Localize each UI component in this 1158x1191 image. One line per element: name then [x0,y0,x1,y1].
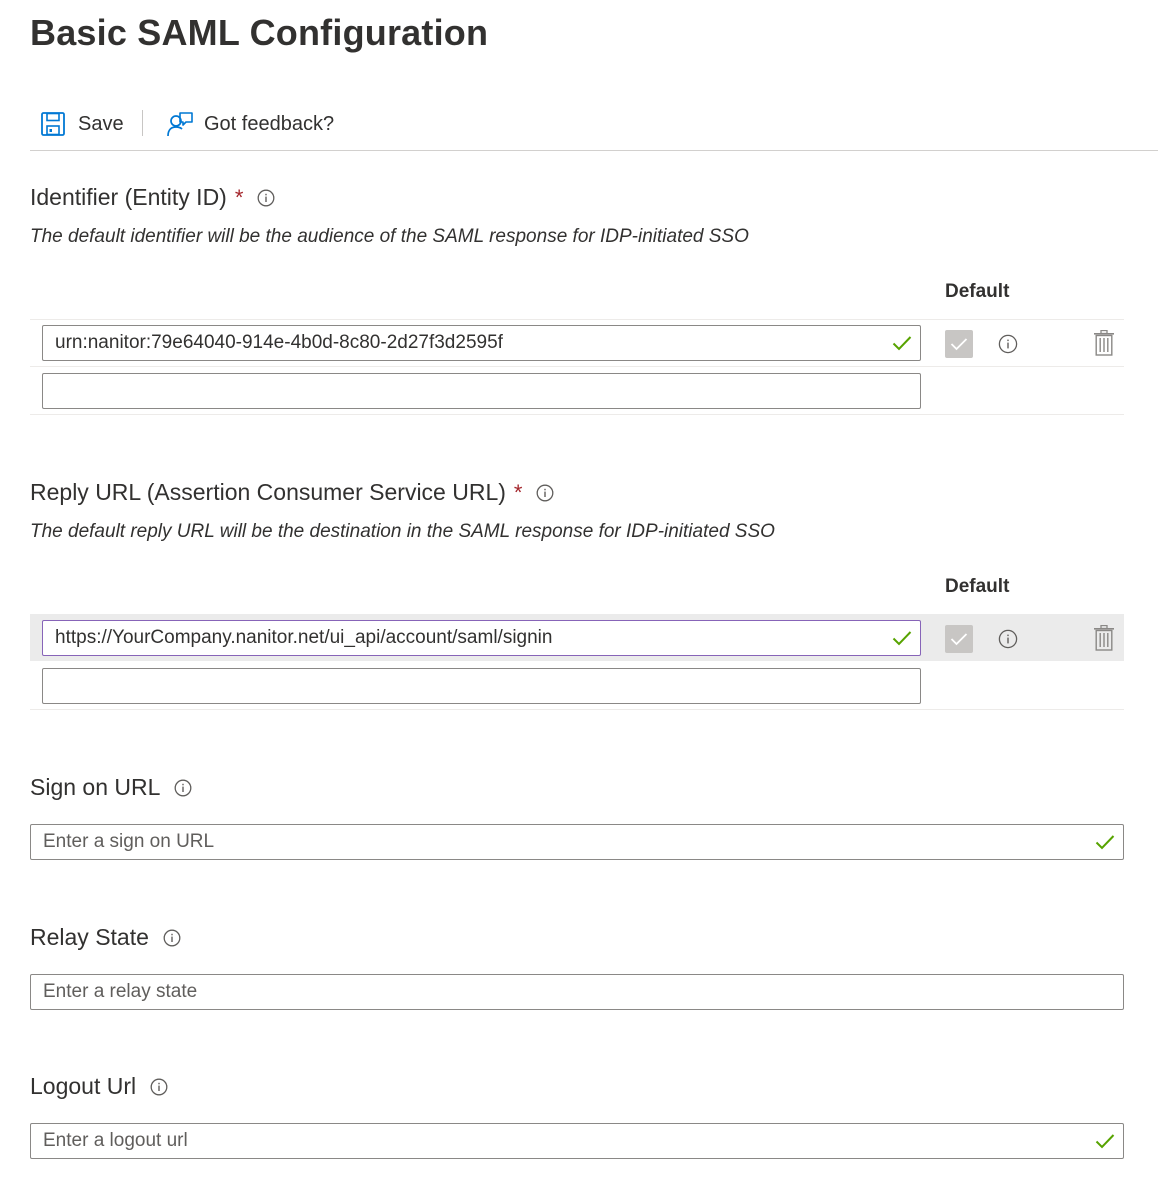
sign-on-url-placeholder: Enter a sign on URL [43,831,215,852]
feedback-label: Got feedback? [204,112,335,135]
default-checkbox-identifier-1[interactable] [945,330,973,358]
reply-url-description: The default reply URL will be the destination in the SAML response for IDP-initiated SSO [30,521,775,542]
command-bar [30,100,1158,151]
delete-icon[interactable] [1093,330,1115,356]
identifier-label-text: Identifier (Entity ID) [30,184,227,210]
delete-icon[interactable] [1093,625,1115,651]
reply-url-label-text: Reply URL (Assertion Consumer Service URL) [30,479,506,505]
valid-check-icon [1095,1133,1115,1149]
grid-divider [30,414,1124,415]
logout-url-placeholder: Enter a logout url [43,1130,188,1151]
grid-divider [30,709,1124,710]
required-asterisk: * [513,479,523,505]
sign-on-url-input[interactable] [30,824,1124,860]
required-asterisk: * [234,184,244,210]
default-checkbox-reply-url-1[interactable] [945,625,973,653]
sign-on-url-label-text: Sign on URL [30,774,161,800]
grid-divider [30,319,1124,320]
logout-url-input[interactable] [30,1123,1124,1159]
identifier-description: The default identifier will be the audience of the SAML response for IDP-initiated SSO [30,226,749,247]
checkmark-icon [950,337,968,351]
info-icon[interactable] [150,1078,168,1096]
save-button[interactable] [40,108,124,140]
relay-state-input[interactable] [30,974,1124,1010]
valid-check-icon [892,630,912,646]
identifier-default-header: Default [945,281,1010,302]
info-icon[interactable] [536,484,554,502]
reply-url-input-2[interactable] [42,668,921,704]
page-title: Basic SAML Configuration [30,12,489,53]
logout-url-label-text: Logout Url [30,1073,137,1099]
feedback-icon [166,110,194,138]
identifier-label [30,184,275,211]
info-icon[interactable] [174,779,192,797]
relay-state-placeholder: Enter a relay state [43,981,198,1002]
sign-on-url-label [30,774,192,801]
info-icon[interactable] [998,629,1018,649]
checkmark-icon [950,632,968,646]
identifier-input-1[interactable] [42,325,921,361]
grid-divider [30,366,1124,367]
feedback-button[interactable] [166,108,334,140]
valid-check-icon [1095,834,1115,850]
info-icon[interactable] [163,929,181,947]
reply-url-value-1: https://YourCompany.nanitor.net/ui_api/account/saml/signin [55,627,553,648]
save-icon [40,111,66,137]
info-icon[interactable] [998,334,1018,354]
save-label: Save [78,112,124,135]
info-icon[interactable] [257,189,275,207]
relay-state-label-text: Relay State [30,924,149,950]
identifier-input-2[interactable] [42,373,921,409]
reply-url-input-1[interactable] [42,620,921,656]
relay-state-label [30,924,181,951]
reply-url-label [30,479,554,506]
reply-url-default-header: Default [945,576,1010,597]
toolbar-divider [142,110,143,136]
logout-url-label [30,1073,168,1100]
valid-check-icon [892,335,912,351]
identifier-value-1: urn:nanitor:79e64040-914e-4b0d-8c80-2d27f3d2595f [55,332,503,353]
